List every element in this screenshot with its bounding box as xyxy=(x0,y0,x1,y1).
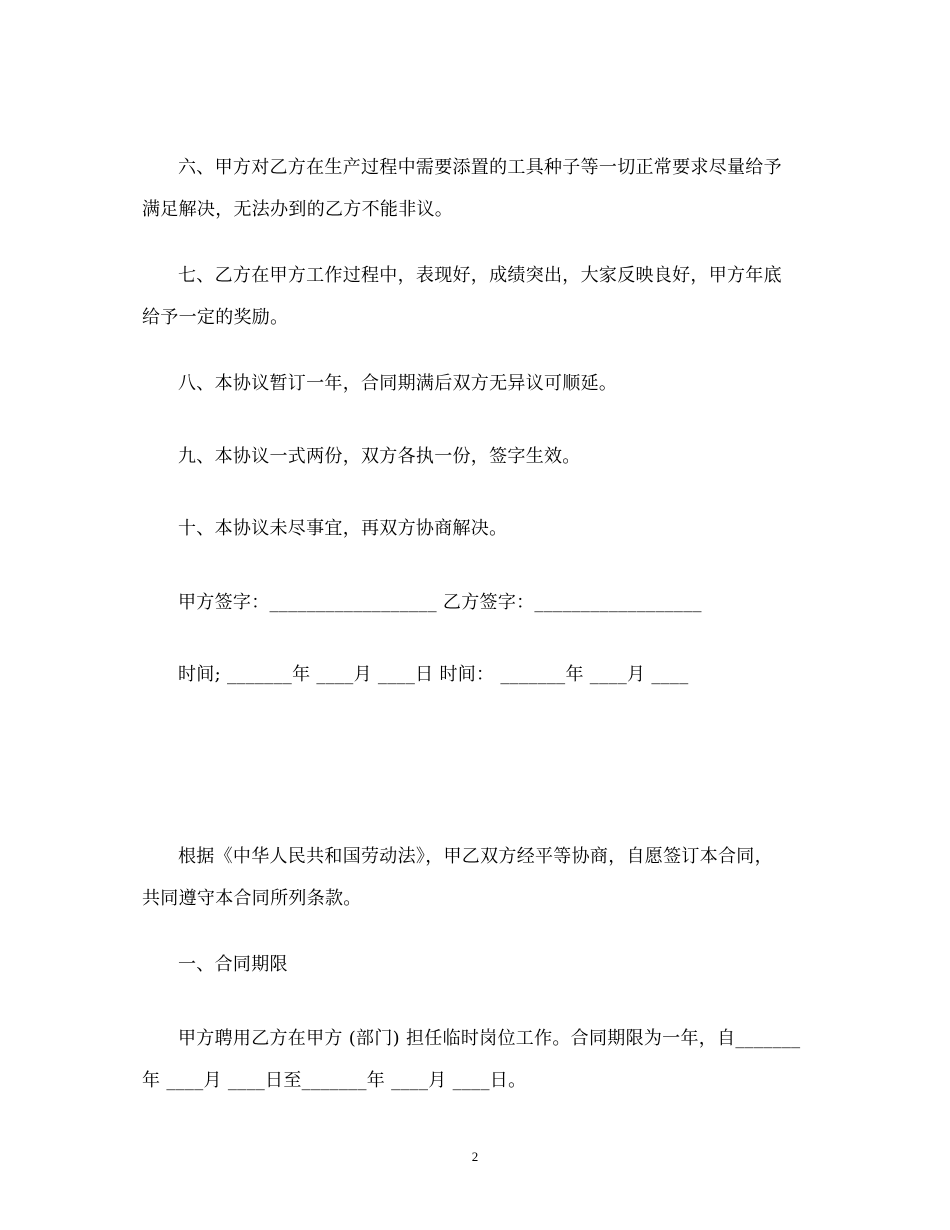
preamble-paragraph xyxy=(142,836,812,920)
preamble-line-1: 根据《中华人民共和国劳动法》，甲乙双方经平等协商，自愿签订本合同， xyxy=(178,846,773,867)
section-1-line-2: 年 ____月 ____日至_______年 ____月 ____日。 xyxy=(142,1070,527,1091)
clause-10-line-1: 十、本协议未尽事宜，再双方协商解决。 xyxy=(178,518,508,539)
section-1-title: 一、合同期限 xyxy=(178,954,288,975)
clause-9-line-1: 九、本协议一式两份，双方各执一份，签字生效。 xyxy=(178,446,581,467)
preamble-line-2: 共同遵守本合同所列条款。 xyxy=(142,888,362,909)
clause-7-line-1: 七、乙方在甲方工作过程中，表现好，成绩突出，大家反映良好，甲方年底 xyxy=(178,265,782,286)
clause-7-line-2: 给予一定的奖励。 xyxy=(142,307,289,328)
signature-line xyxy=(142,582,812,624)
page-number: 2 xyxy=(471,1149,479,1164)
clause-7-paragraph xyxy=(142,255,812,339)
date-fields: 时间; _______年 ____月 ____日 时间： _______年 ____月 ____ xyxy=(178,664,689,685)
clause-6-paragraph xyxy=(142,147,812,231)
section-1-paragraph xyxy=(142,1018,812,1102)
section-1-line-1: 甲方聘用乙方在甲方 (部门) 担任临时岗位工作。合同期限为一年，自_______ xyxy=(178,1028,801,1049)
clause-6-line-1: 六、甲方对乙方在生产过程中需要添置的工具种子等一切正常要求尽量给予 xyxy=(178,157,782,178)
clause-6-line-2: 满足解决，无法办到的乙方不能非议。 xyxy=(142,199,454,220)
clause-8-line-1: 八、本协议暂订一年，合同期满后双方无异议可顺延。 xyxy=(178,373,618,394)
date-line xyxy=(142,654,812,696)
signature-fields: 甲方签字：__________________ 乙方签字：__________________ xyxy=(178,592,702,613)
clause-9-paragraph xyxy=(142,436,812,478)
section-1-heading xyxy=(142,944,812,986)
clause-8-paragraph xyxy=(142,363,812,405)
clause-10-paragraph xyxy=(142,508,812,550)
